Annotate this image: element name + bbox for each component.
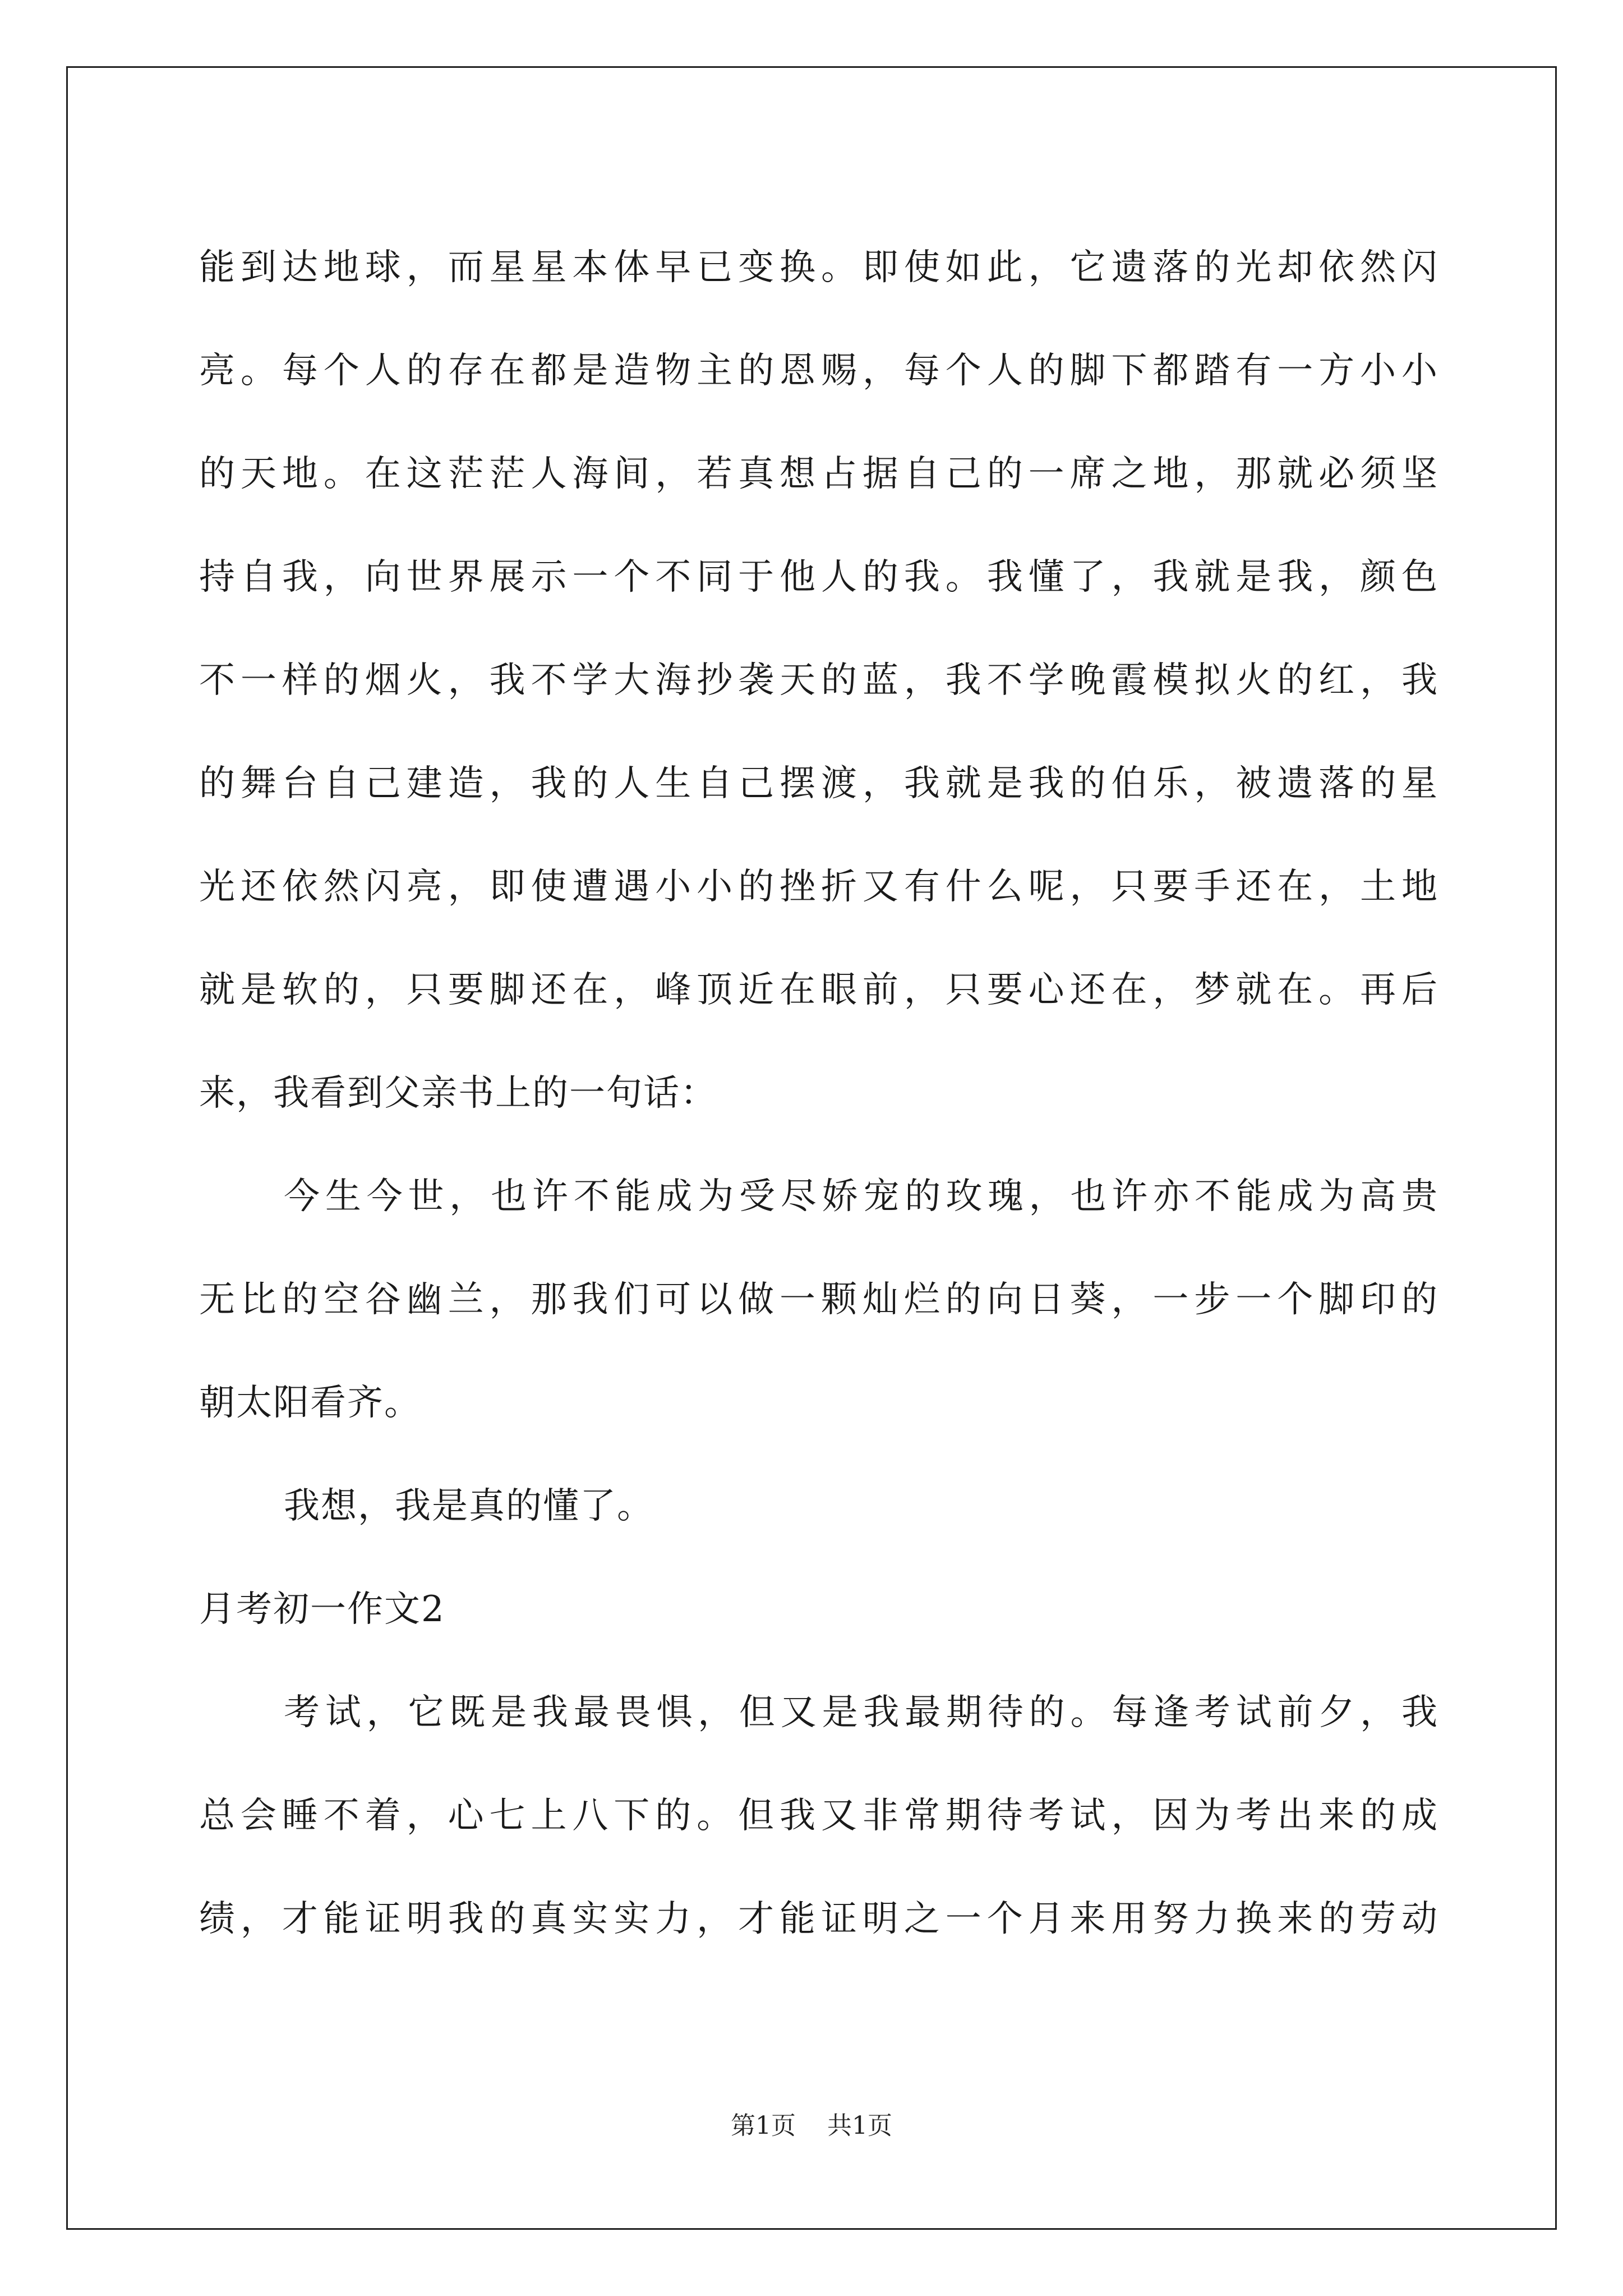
text-line: 考试，它既是我最畏惧，但又是我最期待的。每逢考试前夕，我 bbox=[284, 1692, 1438, 1733]
text-line: 绩，才能证明我的真实实力，才能证明之一个月来用努力换来的劳动 bbox=[199, 1898, 1438, 1940]
text-line: 我想，我是真的懂了。 bbox=[284, 1485, 654, 1527]
text-line: 的天地。在这茫茫人海间，若真想占据自己的一席之地，那就必须坚 bbox=[199, 453, 1438, 495]
text-line: 总会睡不着，心七上八下的。但我又非常期待考试，因为考出来的成 bbox=[199, 1795, 1438, 1837]
text-line: 持自我，向世界展示一个不同于他人的我。我懂了，我就是我，颜色 bbox=[199, 556, 1438, 598]
text-line: 今生今世，也许不能成为受尽娇宠的玫瑰，也许亦不能成为高贵 bbox=[284, 1176, 1438, 1217]
text-line: 不一样的烟火，我不学大海抄袭天的蓝，我不学晚霞模拟火的红，我 bbox=[199, 660, 1438, 701]
text-line: 朝太阳看齐。 bbox=[199, 1382, 421, 1424]
page-number: 第1页 bbox=[731, 2111, 796, 2140]
text-line: 亮。每个人的存在都是造物主的恩赐，每个人的脚下都踏有一方小小 bbox=[199, 350, 1438, 392]
text-line: 光还依然闪亮，即使遭遇小小的挫折又有什么呢，只要手还在，土地 bbox=[199, 866, 1438, 908]
document-body bbox=[199, 216, 1438, 1971]
section-heading: 月考初一作文2 bbox=[199, 1589, 445, 1630]
text-line: 就是软的，只要脚还在，峰顶近在眼前，只要心还在，梦就在。再后 bbox=[199, 969, 1438, 1011]
text-line: 的舞台自己建造，我的人生自己摆渡，我就是我的伯乐，被遗落的星 bbox=[199, 763, 1438, 804]
text-line: 无比的空谷幽兰，那我们可以做一颗灿烂的向日葵，一步一个脚印的 bbox=[199, 1279, 1438, 1320]
page-footer bbox=[0, 2109, 1623, 2143]
text-line: 来，我看到父亲书上的一句话： bbox=[199, 1073, 717, 1114]
page-total: 共1页 bbox=[827, 2111, 892, 2140]
text-line: 能到达地球，而星星本体早已变换。即使如此，它遗落的光却依然闪 bbox=[199, 247, 1438, 288]
